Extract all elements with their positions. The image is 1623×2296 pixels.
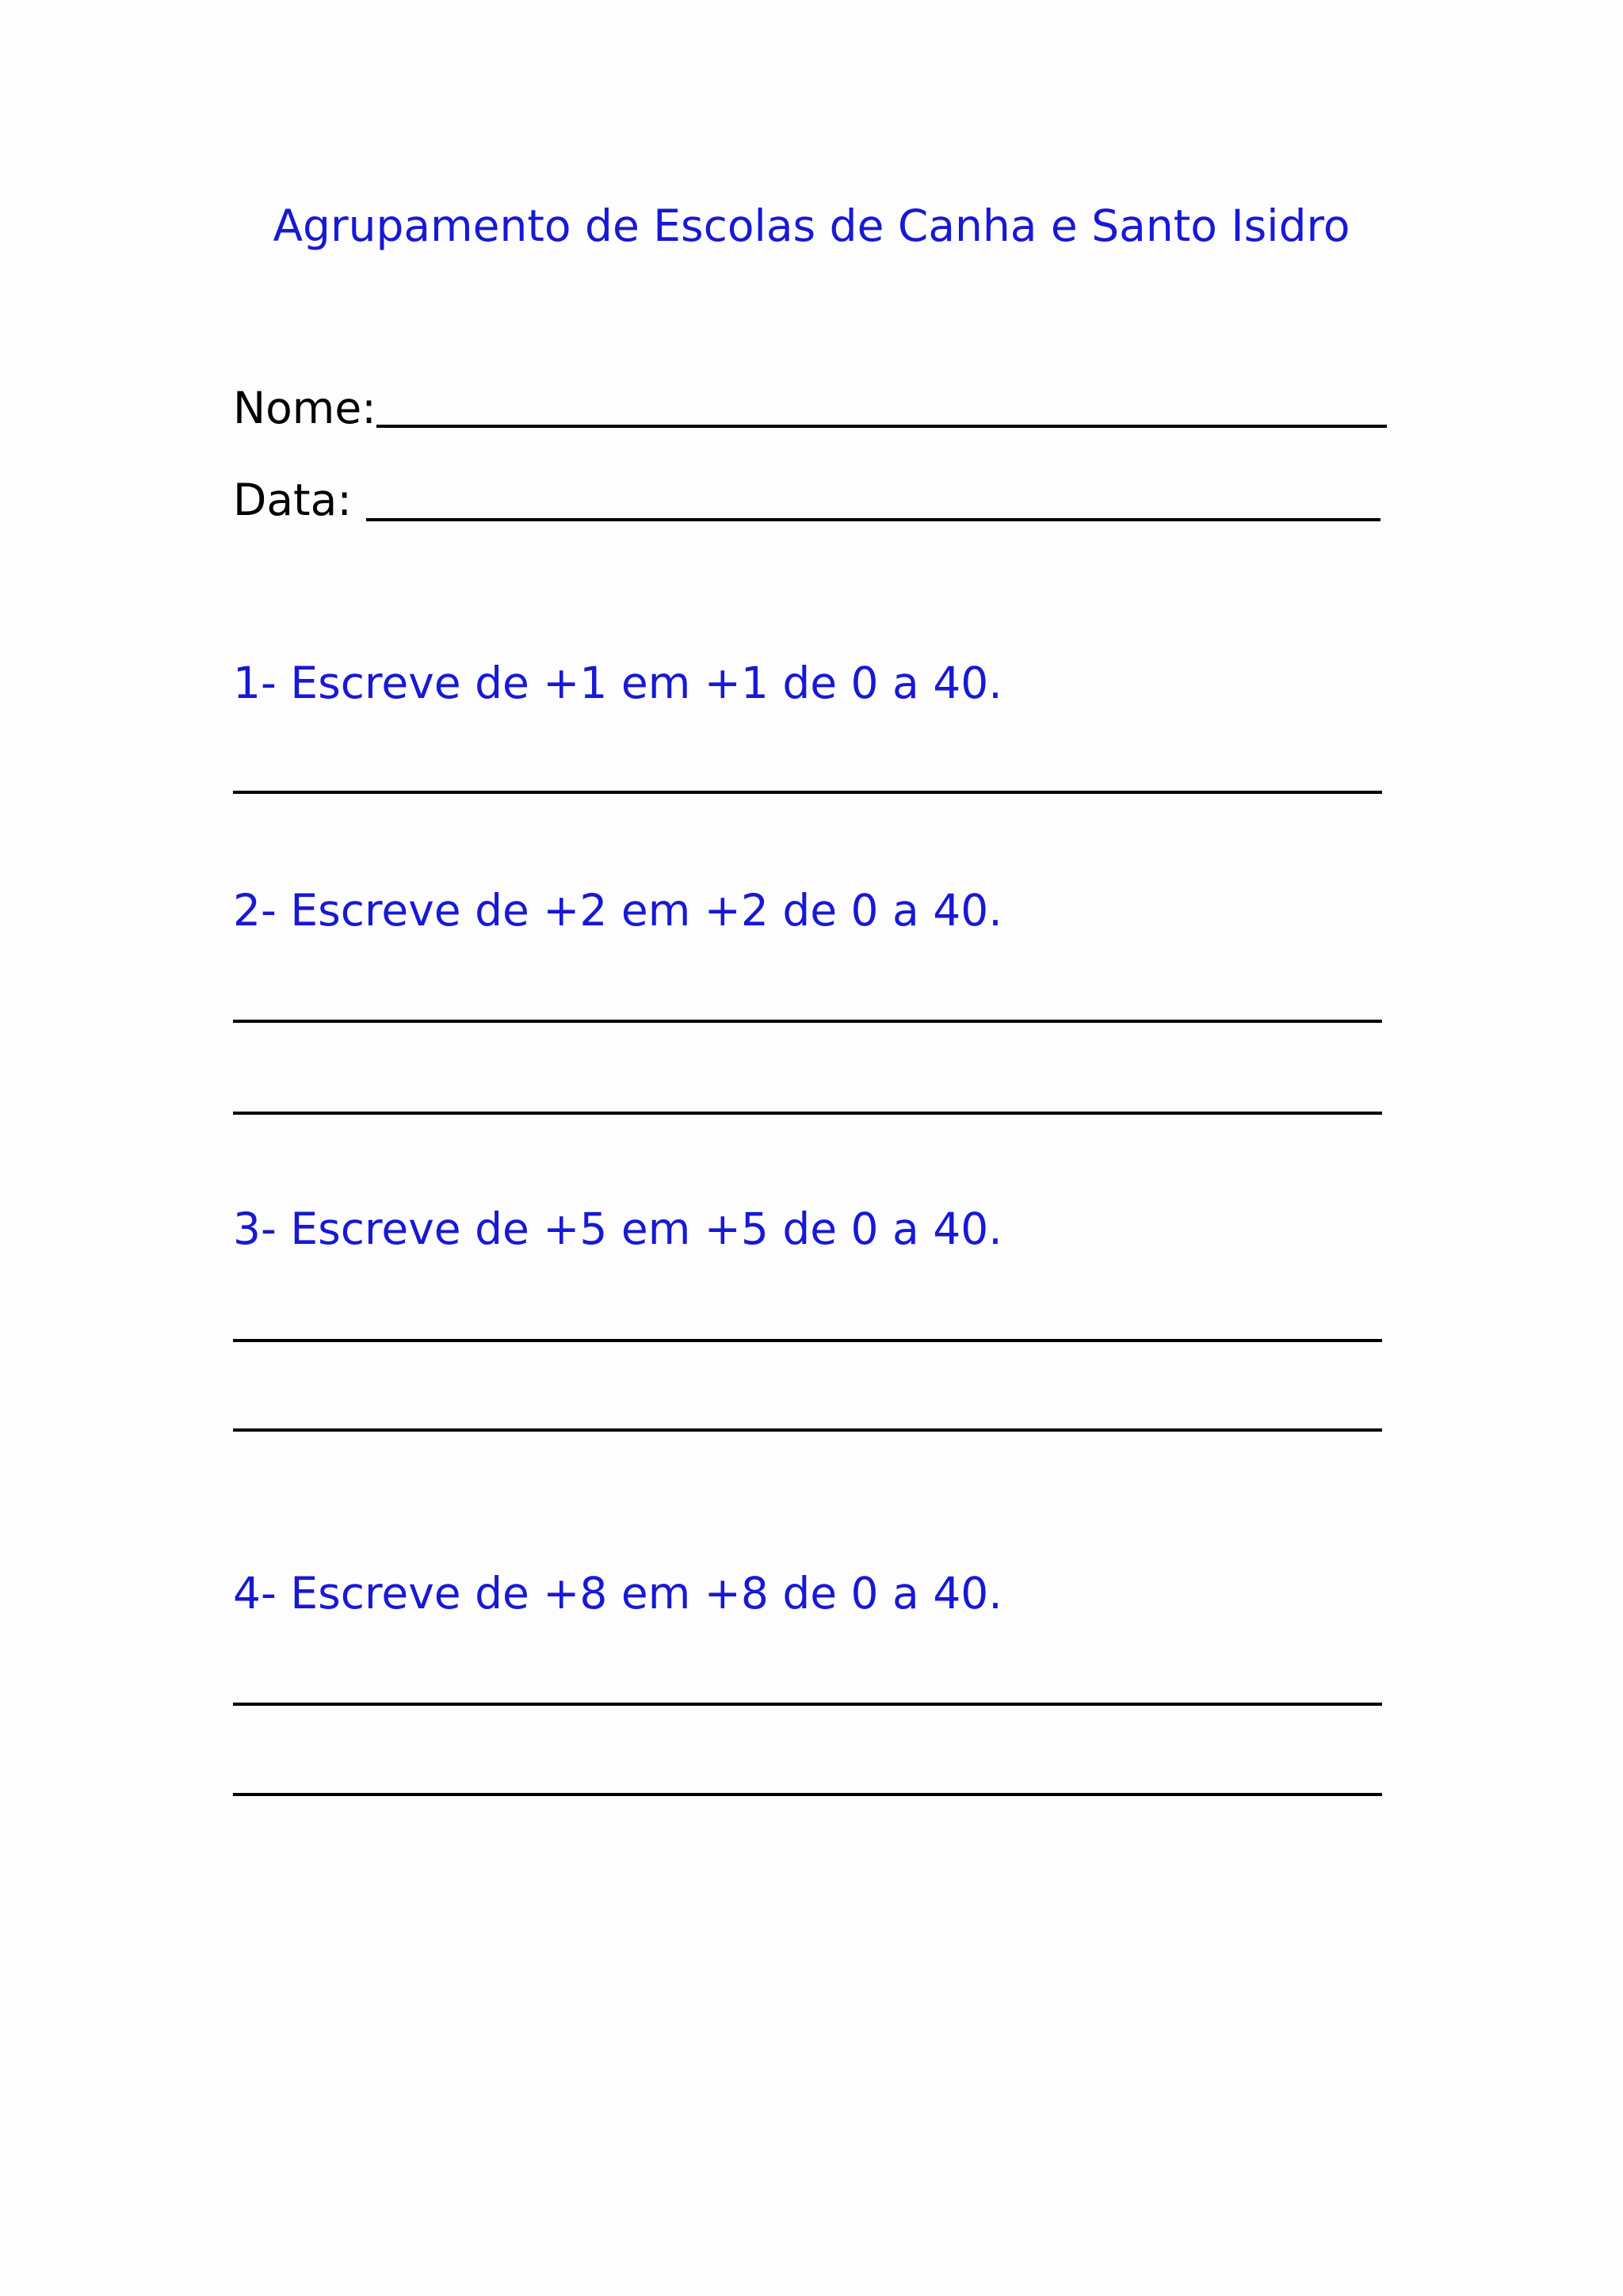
question-2: 2- Escreve de +2 em +2 de 0 a 40. xyxy=(233,885,1002,936)
question-1-answer-line-1[interactable] xyxy=(233,791,1382,794)
question-4-answer-line-2[interactable] xyxy=(233,1793,1382,1796)
question-2-answer-line-2[interactable] xyxy=(233,1112,1382,1115)
question-2-answer-line-1[interactable] xyxy=(233,1020,1382,1023)
question-3-answer-line-1[interactable] xyxy=(233,1339,1382,1342)
question-3: 3- Escreve de +5 em +5 de 0 a 40. xyxy=(233,1203,1002,1254)
school-title: Agrupamento de Escolas de Canha e Santo Isidro xyxy=(273,200,1350,251)
name-blank-line[interactable] xyxy=(376,425,1387,428)
question-3-answer-line-2[interactable] xyxy=(233,1428,1382,1432)
question-4-answer-line-1[interactable] xyxy=(233,1703,1382,1706)
date-blank-line[interactable] xyxy=(366,518,1381,521)
name-label: Nome: xyxy=(233,383,376,433)
question-1: 1- Escreve de +1 em +1 de 0 a 40. xyxy=(233,658,1002,708)
date-label: Data: xyxy=(233,475,352,525)
question-4: 4- Escreve de +8 em +8 de 0 a 40. xyxy=(233,1568,1002,1619)
